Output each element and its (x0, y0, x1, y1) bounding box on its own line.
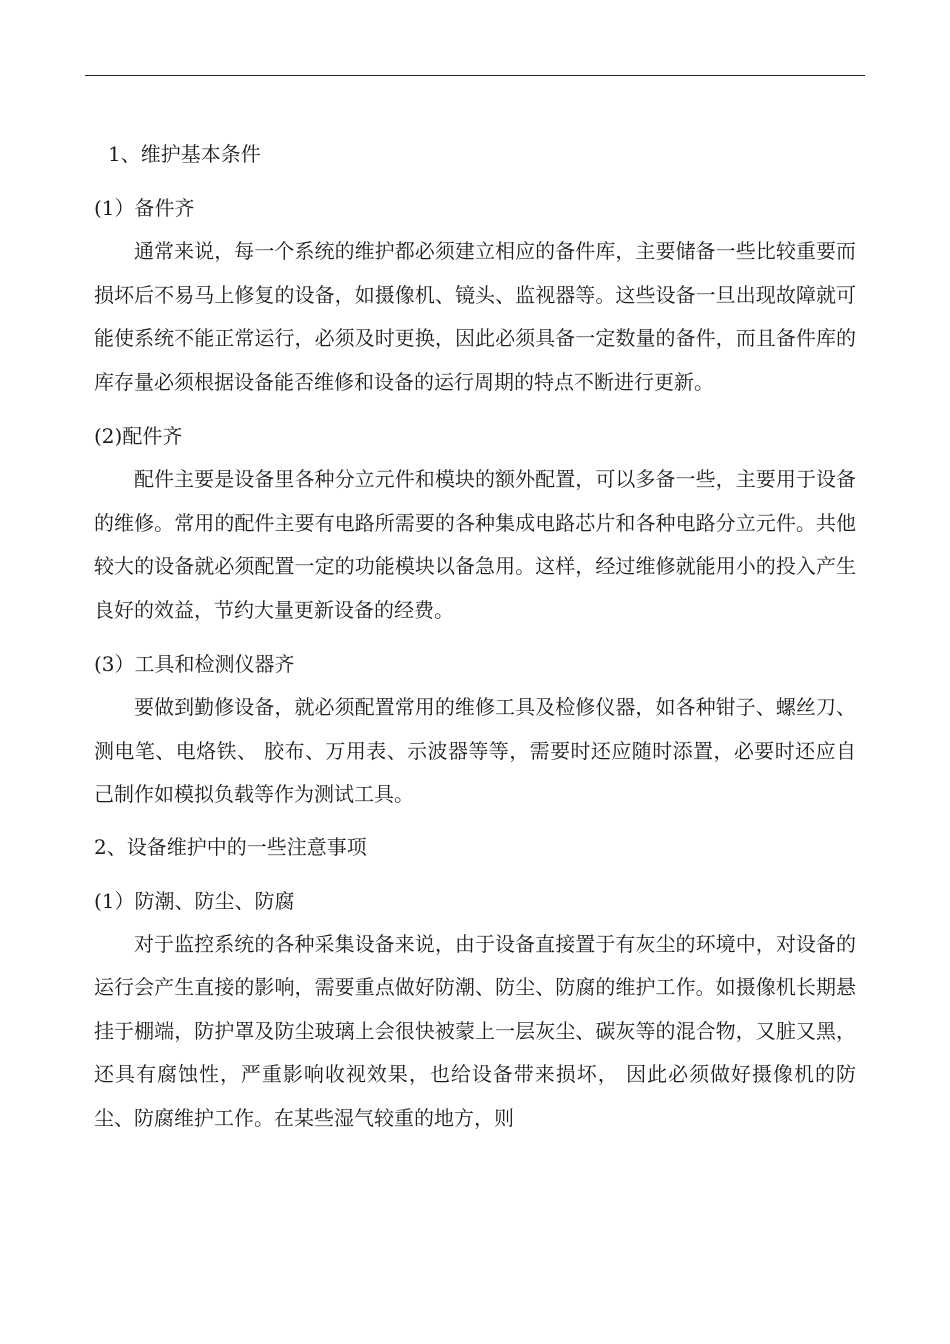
section-heading-2: 2、设备维护中的一些注意事项 (94, 834, 367, 859)
paragraph-2-1: 对于监控系统的各种采集设备来说，由于设备直接置于有灰尘的环境中，对设备的运行会产生直接的影响，需要重点做好防潮、防尘、防腐的维护工作。如摄像机长期悬挂于棚端，防护罩及防尘玻璃上会很快被蒙上一层灰尘、碳灰等的混合物，又脏又黑，还具有腐蚀性，严重影响收视效果，也给设备带来损坏， 因此必须做好摄像机的防尘、防腐维护工作。在某些湿气较重的地方，则 (94, 931, 856, 1130)
subsection-title-1-3: (3）工具和检测仪器齐 (94, 652, 295, 676)
paragraph-1-3: 要做到勤修设备，就必须配置常用的维修工具及检修仪器，如各种钳子、螺丝刀、测电笔、电烙铁、 胶布、万用表、示波器等等，需要时还应随时添置，必要时还应自己制作如模拟负载等作为测试工具。 (94, 695, 856, 806)
header-rule (85, 75, 865, 76)
subsection-title-1-1: (1）备件齐 (94, 196, 195, 220)
paragraph-1-1: 通常来说，每一个系统的维护都必须建立相应的备件库，主要储备一些比较重要而损坏后不易马上修复的设备，如摄像机、镜头、监视器等。这些设备一旦出现故障就可能使系统不能正常运行，必须及时更换，因此必须具备一定数量的备件，而且备件库的库存量必须根据设备能否维修和设备的运行周期的特点不断进行更新。 (94, 239, 856, 394)
document-body (94, 132, 856, 1140)
section-heading-1: 1、维护基本条件 (108, 142, 261, 166)
paragraph-1-2: 配件主要是设备里各种分立元件和模块的额外配置，可以多备一些，主要用于设备的维修。常用的配件主要有电路所需要的各种集成电路芯片和各种电路分立元件。共他较大的设备就必须配置一定的功能模块以备急用。这样，经过维修就能用小的投入产生良好的效益，节约大量更新设备的经费。 (94, 467, 856, 622)
subsection-title-1-2: (2)配件齐 (94, 424, 183, 448)
subsection-title-2-1: (1）防潮、防尘、防腐 (94, 888, 295, 913)
